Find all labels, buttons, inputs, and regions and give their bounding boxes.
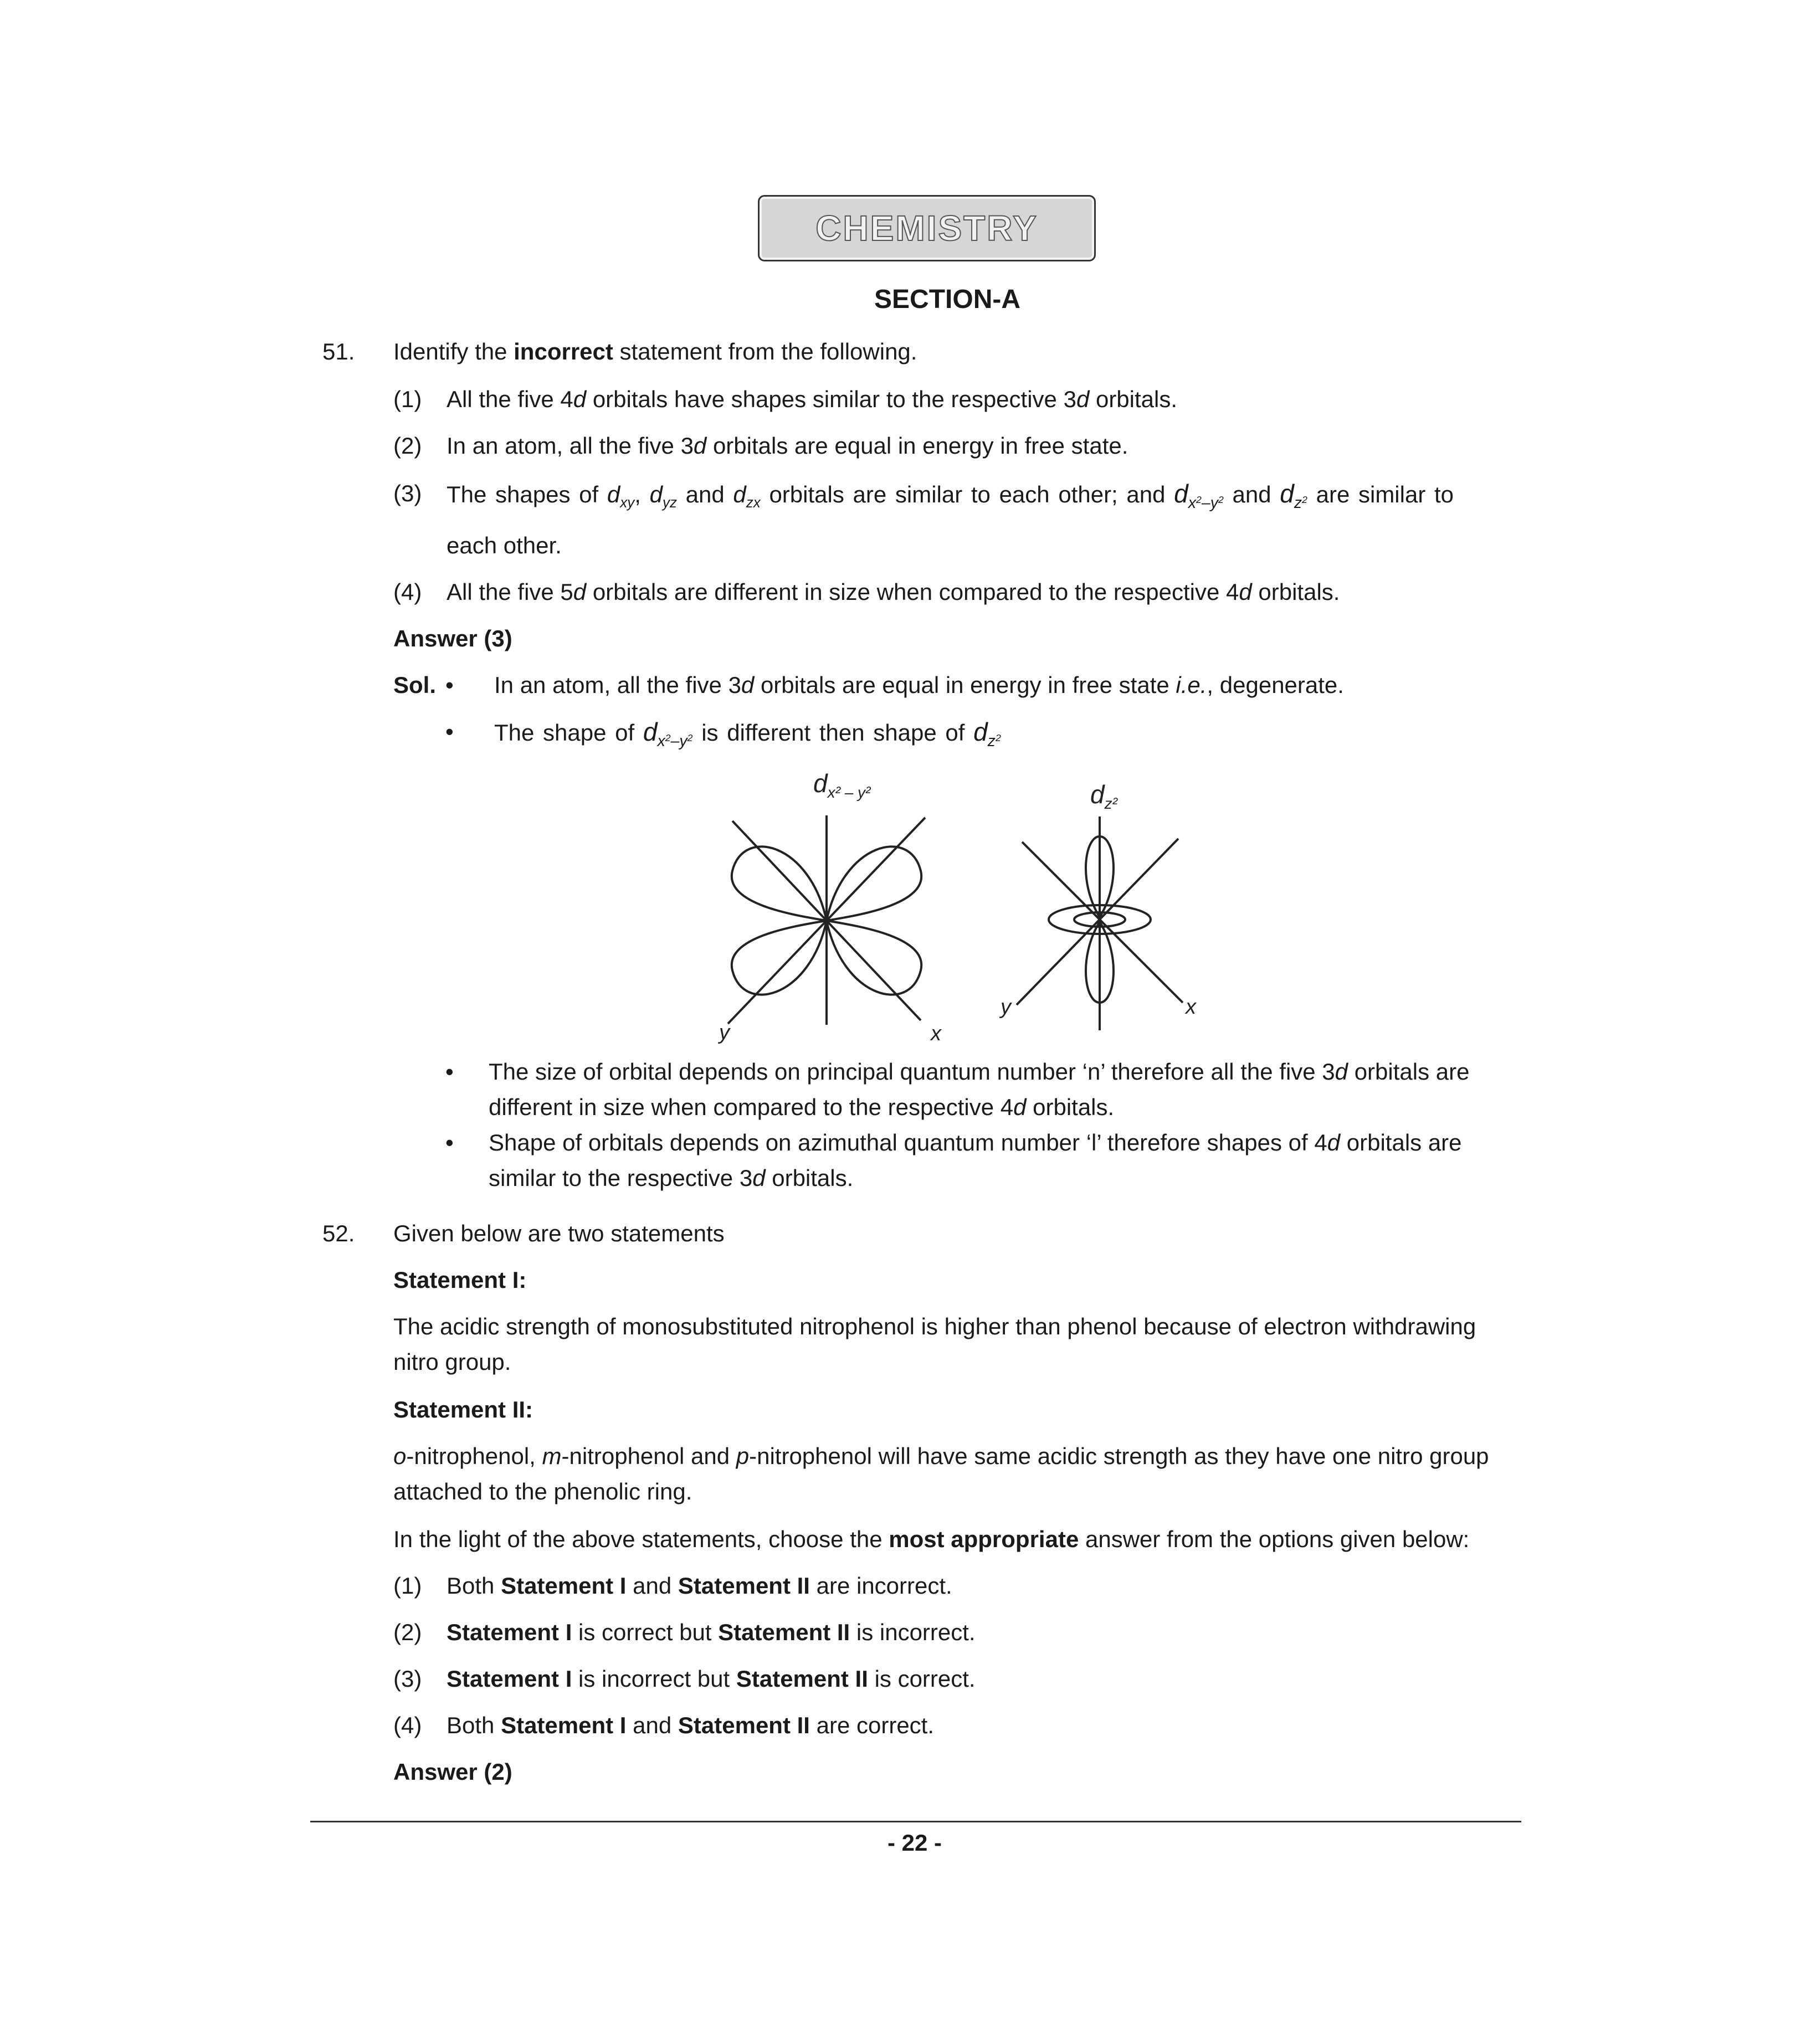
dx2-y2-axis-y: y <box>719 1021 730 1044</box>
q52-statement-2-line-2: attached to the phenolic ring. <box>393 1478 692 1504</box>
q52-option-2: Statement I is correct but Statement II is incorrect. <box>447 1619 976 1645</box>
q52-statement-1-line-1: The acidic strength of monosubstituted nitrophenol is higher than phenol because of electron withdrawing <box>393 1313 1476 1339</box>
lobe-top-right <box>827 846 921 921</box>
bullet: • <box>445 672 454 698</box>
q52-number: 52. <box>322 1220 355 1246</box>
footer-divider <box>310 1821 1521 1822</box>
q51-option-2-label: (2) <box>393 433 422 459</box>
dz2-axis-x: x <box>1186 995 1196 1019</box>
q51-option-1-label: (1) <box>393 386 422 412</box>
q51-option-4: All the five 5d orbitals are different in size when compared to the respective 4d orbitals. <box>447 579 1340 605</box>
q52-option-1: Both Statement I and Statement II are incorrect. <box>447 1573 952 1599</box>
q51-sol-point-3-line-2: different in size when compared to the respective 4d orbitals. <box>489 1094 1115 1120</box>
q51-stem: Identify the incorrect statement from the following. <box>393 338 917 364</box>
dx2-y2-orbital <box>728 815 925 1025</box>
q51-option-3-continued: each other. <box>447 532 562 558</box>
q52-instruction: In the light of the above statements, choose the most appropriate answer from the options given below: <box>393 1526 1470 1552</box>
q51-sol-point-4-line-1: Shape of orbitals depends on azimuthal quantum number ‘l’ therefore shapes of 4d orbitals are <box>489 1129 1462 1155</box>
dx2-y2-label: $d_{x^2 - y^2}$ <box>813 770 871 801</box>
q52-statement-1-line-2: nitro group. <box>393 1349 511 1375</box>
q51-option-1: All the five 4d orbitals have shapes similar to the respective 3d orbitals. <box>447 386 1178 412</box>
orbital-diagram <box>687 770 1263 1047</box>
q52-option-3-label: (3) <box>393 1666 422 1692</box>
lobe-top-left <box>732 846 827 921</box>
subject-title: CHEMISTRY <box>815 208 1038 248</box>
y-axis-diagonal <box>1017 839 1178 1005</box>
q52-statement-1-title: Statement I: <box>393 1267 527 1293</box>
q51-number: 51. <box>322 338 355 364</box>
q52-option-2-label: (2) <box>393 1619 422 1645</box>
q51-sol-point-4-line-2: similar to the respective 3d orbitals. <box>489 1165 854 1191</box>
q52-statement-2-title: Statement II: <box>393 1396 533 1422</box>
bullet: • <box>445 1129 454 1155</box>
q51-answer: Answer (3) <box>393 625 512 651</box>
q52-option-3: Statement I is incorrect but Statement II is correct. <box>447 1666 976 1692</box>
dz2-orbital <box>1017 816 1183 1030</box>
dz2-label: $d_{z^2}$ <box>1090 780 1117 812</box>
q51-sol-point-3-line-1: The size of orbital depends on principal quantum number ‘n’ therefore all the five 3d orbitals are <box>489 1059 1470 1085</box>
q51-sol-label: Sol. <box>393 672 437 698</box>
q52-statement-2-line-1: o-nitrophenol, m-nitrophenol and p-nitrophenol will have same acidic strength as they have one nitro group <box>393 1443 1489 1469</box>
q51-option-2: In an atom, all the five 3d orbitals are equal in energy in free state. <box>447 433 1128 459</box>
q51-option-4-label: (4) <box>393 579 422 605</box>
q52-option-4-label: (4) <box>393 1712 422 1738</box>
page-number: - 22 - <box>887 1830 942 1856</box>
x-axis-diagonal <box>1022 842 1183 1003</box>
q52-option-1-label: (1) <box>393 1573 422 1599</box>
q52-answer: Answer (2) <box>393 1759 512 1785</box>
section-heading: SECTION-A <box>874 285 1020 314</box>
lobe-bottom-left <box>732 921 827 995</box>
q51-sol-point-2: The shape of $d_{x^2-y^2}$ is different then shape of $d_{z^2}$ <box>494 717 1001 750</box>
q52-option-4: Both Statement I and Statement II are correct. <box>447 1712 935 1738</box>
lobe-bottom-right <box>827 921 921 995</box>
dx2-y2-axis-x: x <box>931 1022 941 1045</box>
q52-stem: Given below are two statements <box>393 1220 725 1246</box>
bullet: • <box>445 1059 454 1085</box>
dz2-axis-y: y <box>1001 995 1011 1019</box>
q51-option-3-label: (3) <box>393 480 422 506</box>
bullet: • <box>445 718 454 744</box>
q51-option-3: The shapes of $d_{xy}$, $d_{yz}$ and $d_{zx}$ orbitals are similar to each other; and $d_{x^2-y^2}$ and $d_{z^2}$ are similar to <box>447 479 1454 512</box>
q51-sol-point-1: In an atom, all the five 3d orbitals are equal in energy in free state i.e., degenerate. <box>494 672 1344 698</box>
subject-banner <box>758 195 1096 261</box>
